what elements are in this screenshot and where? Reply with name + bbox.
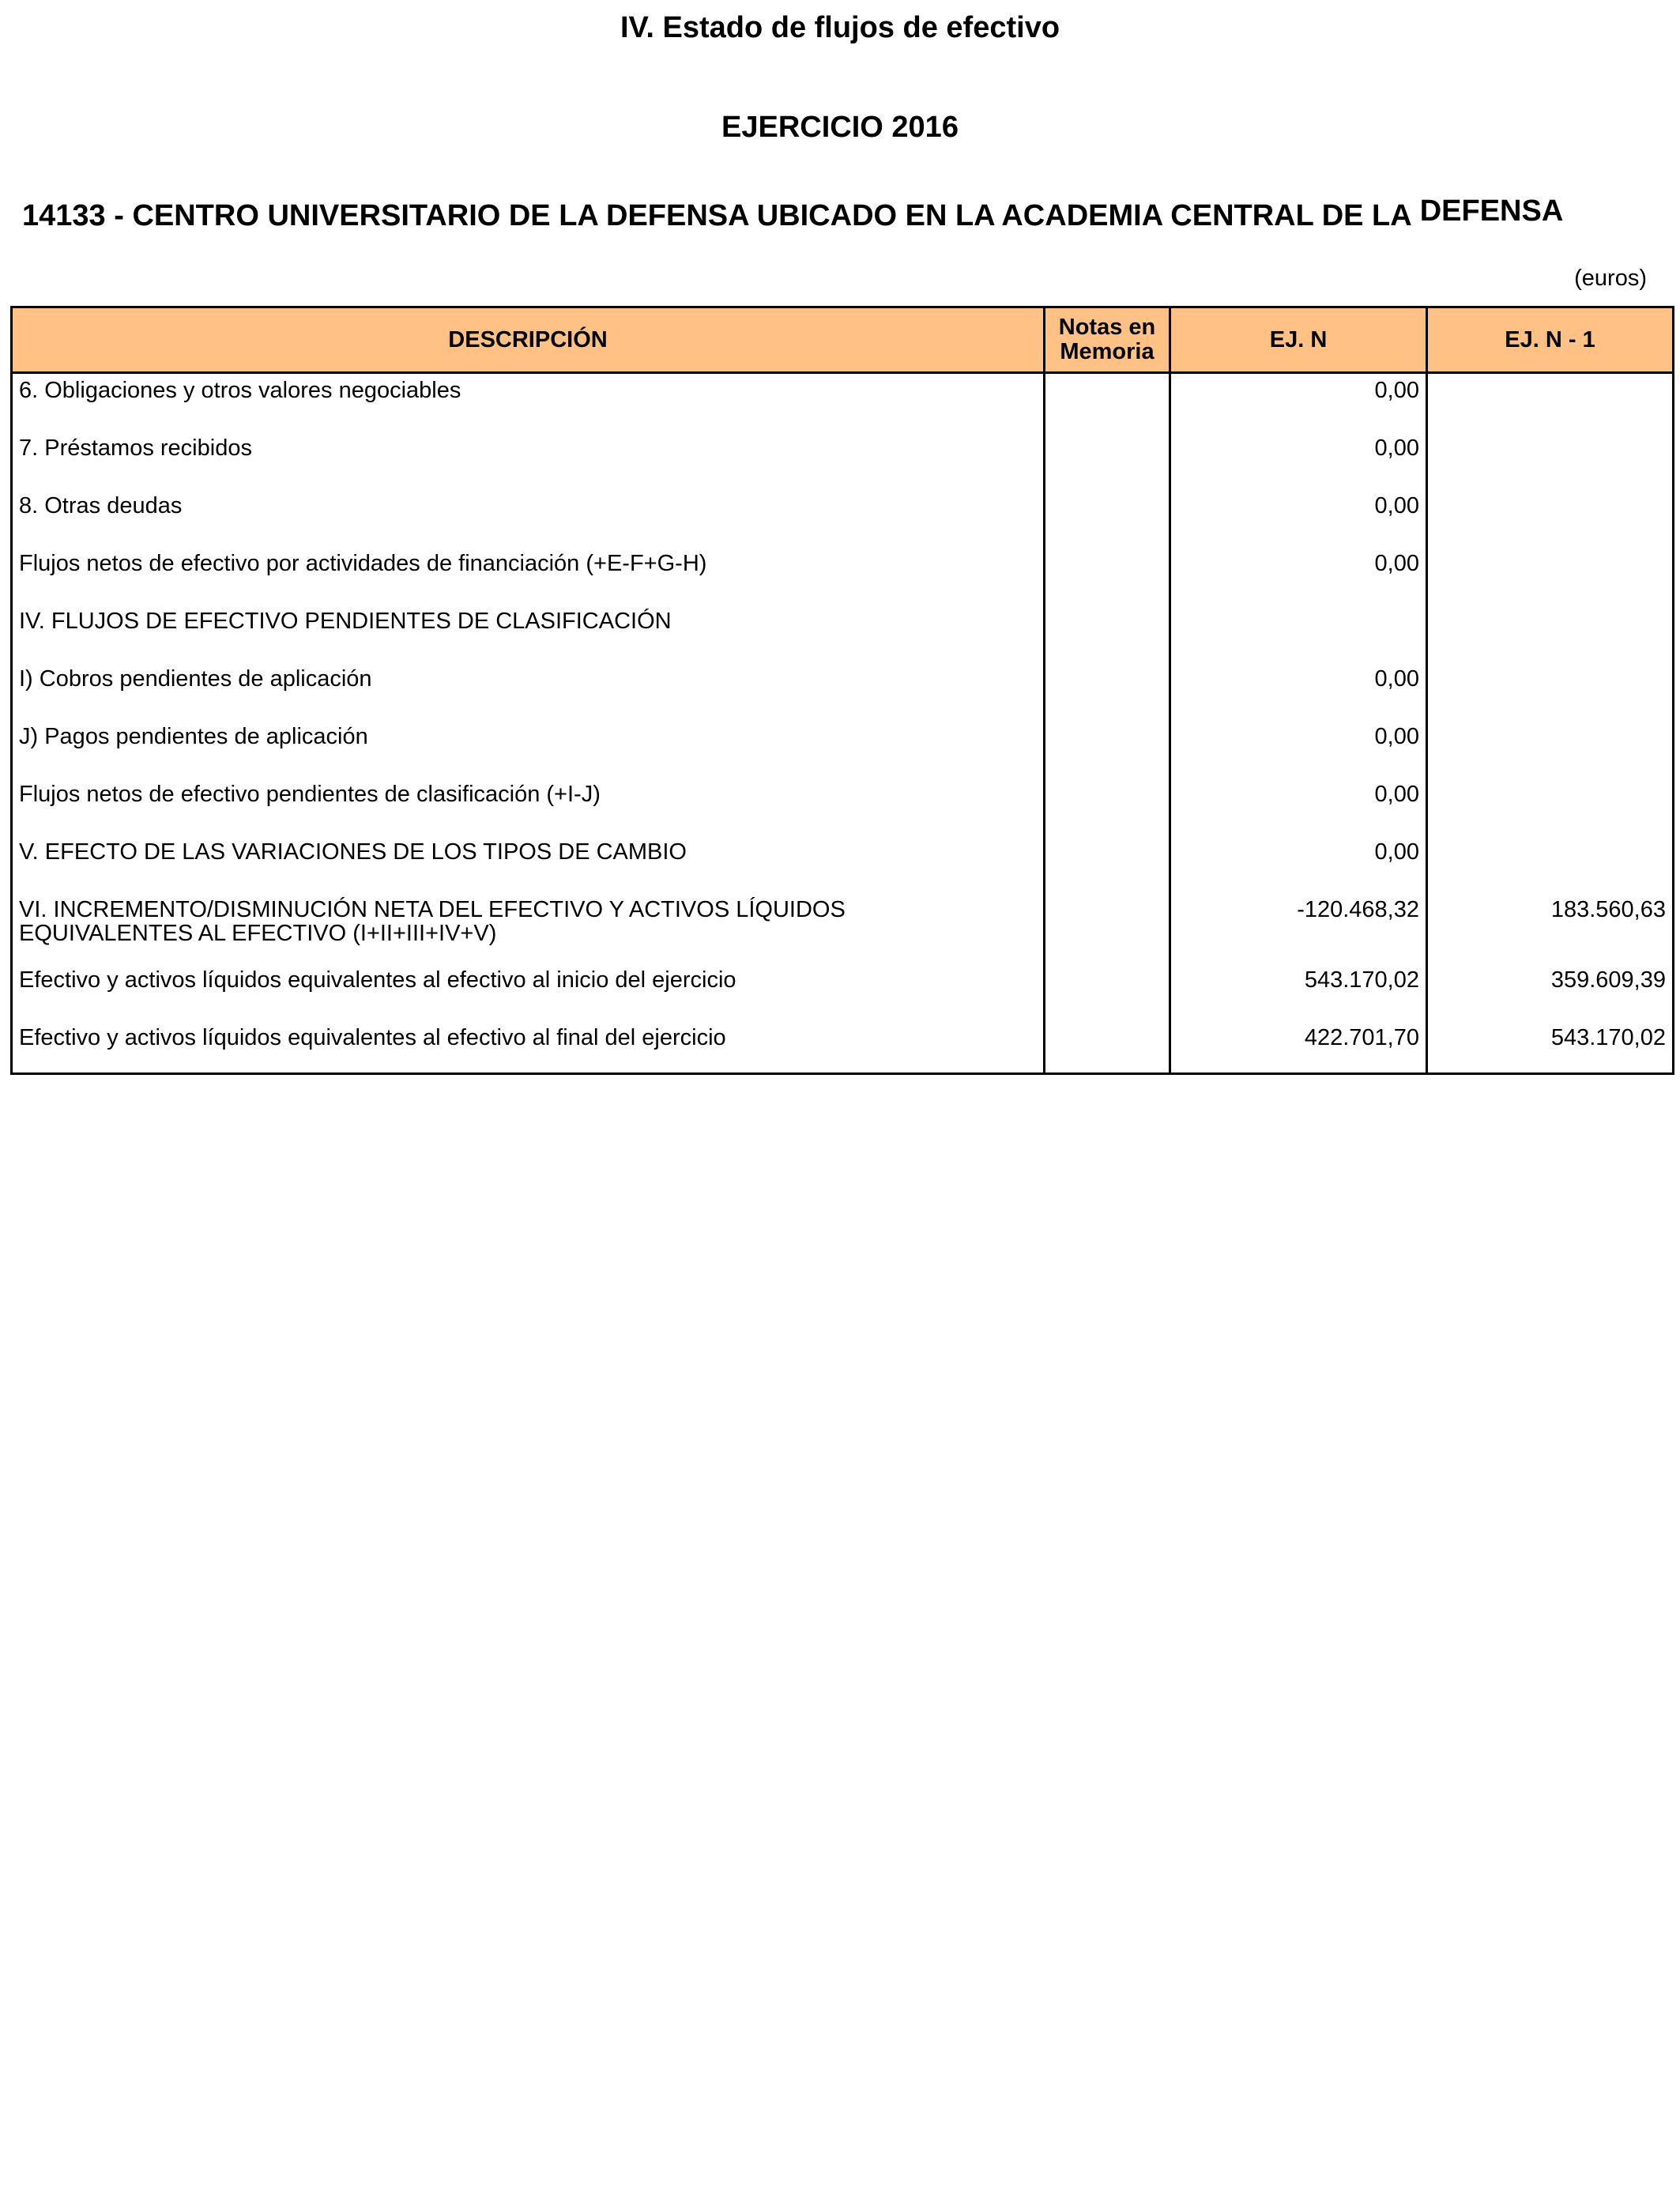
cash-flow-table (10, 306, 1674, 1075)
row-previous-value (1427, 778, 1674, 835)
table-row (12, 547, 1674, 605)
row-current-value: 0,00 (1170, 432, 1427, 489)
row-current-value: 0,00 (1170, 835, 1427, 893)
row-description: IV. FLUJOS DE EFECTIVO PENDIENTES DE CLASIFICACIÓN (12, 605, 1045, 662)
row-previous-value: 183.560,63 (1427, 893, 1674, 963)
table-row (12, 835, 1674, 893)
row-description (12, 893, 1045, 963)
table-row (12, 1021, 1674, 1074)
row-description-line1: VI. INCREMENTO/DISMINUCIÓN NETA DEL EFECTIVO Y ACTIVOS LÍQUIDOS (19, 897, 846, 922)
row-current-value: -120.468,32 (1170, 893, 1427, 963)
row-notes (1045, 720, 1170, 778)
header-current-year: EJ. N (1170, 307, 1427, 373)
row-current-value: 0,00 (1170, 662, 1427, 720)
row-description: V. EFECTO DE LAS VARIACIONES DE LOS TIPOS DE CAMBIO (12, 835, 1045, 893)
row-notes (1045, 489, 1170, 547)
row-current-value: 0,00 (1170, 547, 1427, 605)
row-description: I) Cobros pendientes de aplicación (12, 662, 1045, 720)
row-description: 7. Préstamos recibidos (12, 432, 1045, 489)
row-notes (1045, 605, 1170, 662)
row-description: Flujos netos de efectivo por actividades de financiación (+E-F+G-H) (12, 547, 1045, 605)
row-notes (1045, 963, 1170, 1021)
row-current-value: 0,00 (1170, 720, 1427, 778)
table-row (12, 605, 1674, 662)
exercise-year: EJERCICIO 2016 (721, 111, 959, 144)
row-previous-value: 359.609,39 (1427, 963, 1674, 1021)
row-description: Efectivo y activos líquidos equivalentes al efectivo al final del ejercicio (12, 1021, 1045, 1074)
row-previous-value (1427, 489, 1674, 547)
header-notes (1045, 307, 1170, 373)
row-notes (1045, 373, 1170, 432)
row-previous-value (1427, 662, 1674, 720)
row-notes (1045, 662, 1170, 720)
row-current-value: 422.701,70 (1170, 1021, 1427, 1074)
row-current-value (1170, 605, 1427, 662)
table-row (12, 963, 1674, 1021)
row-previous-value (1427, 547, 1674, 605)
table-row (12, 432, 1674, 489)
entity-name (22, 194, 1564, 233)
header-previous-year: EJ. N - 1 (1427, 307, 1674, 373)
row-previous-value (1427, 720, 1674, 778)
table-row (12, 373, 1674, 432)
row-current-value: 0,00 (1170, 778, 1427, 835)
table-row (12, 893, 1674, 963)
row-previous-value (1427, 373, 1674, 432)
row-previous-value (1427, 432, 1674, 489)
row-previous-value: 543.170,02 (1427, 1021, 1674, 1074)
row-current-value: 0,00 (1170, 373, 1427, 432)
row-current-value: 543.170,02 (1170, 963, 1427, 1021)
header-notes-line2: Memoria (1060, 339, 1155, 364)
row-notes (1045, 432, 1170, 489)
row-description: J) Pagos pendientes de aplicación (12, 720, 1045, 778)
table-row (12, 778, 1674, 835)
table-row (12, 662, 1674, 720)
row-description: Flujos netos de efectivo pendientes de clasificación (+I-J) (12, 778, 1045, 835)
row-previous-value (1427, 835, 1674, 893)
row-notes (1045, 835, 1170, 893)
table-header-row (12, 307, 1674, 373)
row-description-line2: EQUIVALENTES AL EFECTIVO (I+II+III+IV+V) (19, 921, 497, 946)
row-previous-value (1427, 605, 1674, 662)
row-notes (1045, 893, 1170, 963)
entity-name-main: 14133 - CENTRO UNIVERSITARIO DE LA DEFENSA UBICADO EN LA ACADEMIA CENTRAL DE LA (22, 199, 1412, 232)
row-description: Efectivo y activos líquidos equivalentes al efectivo al inicio del ejercicio (12, 963, 1045, 1021)
report-title: IV. Estado de flujos de efectivo (620, 11, 1060, 44)
table-row (12, 720, 1674, 778)
header-description: DESCRIPCIÓN (12, 307, 1045, 373)
row-current-value: 0,00 (1170, 489, 1427, 547)
row-description: 8. Otras deudas (12, 489, 1045, 547)
table-row (12, 489, 1674, 547)
row-notes (1045, 1021, 1170, 1074)
row-description: 6. Obligaciones y otros valores negociables (12, 373, 1045, 432)
row-notes (1045, 778, 1170, 835)
entity-name-last: DEFENSA (1419, 194, 1564, 228)
units-label: (euros) (1574, 266, 1647, 291)
header-notes-line1: Notas en (1058, 315, 1156, 340)
row-notes (1045, 547, 1170, 605)
